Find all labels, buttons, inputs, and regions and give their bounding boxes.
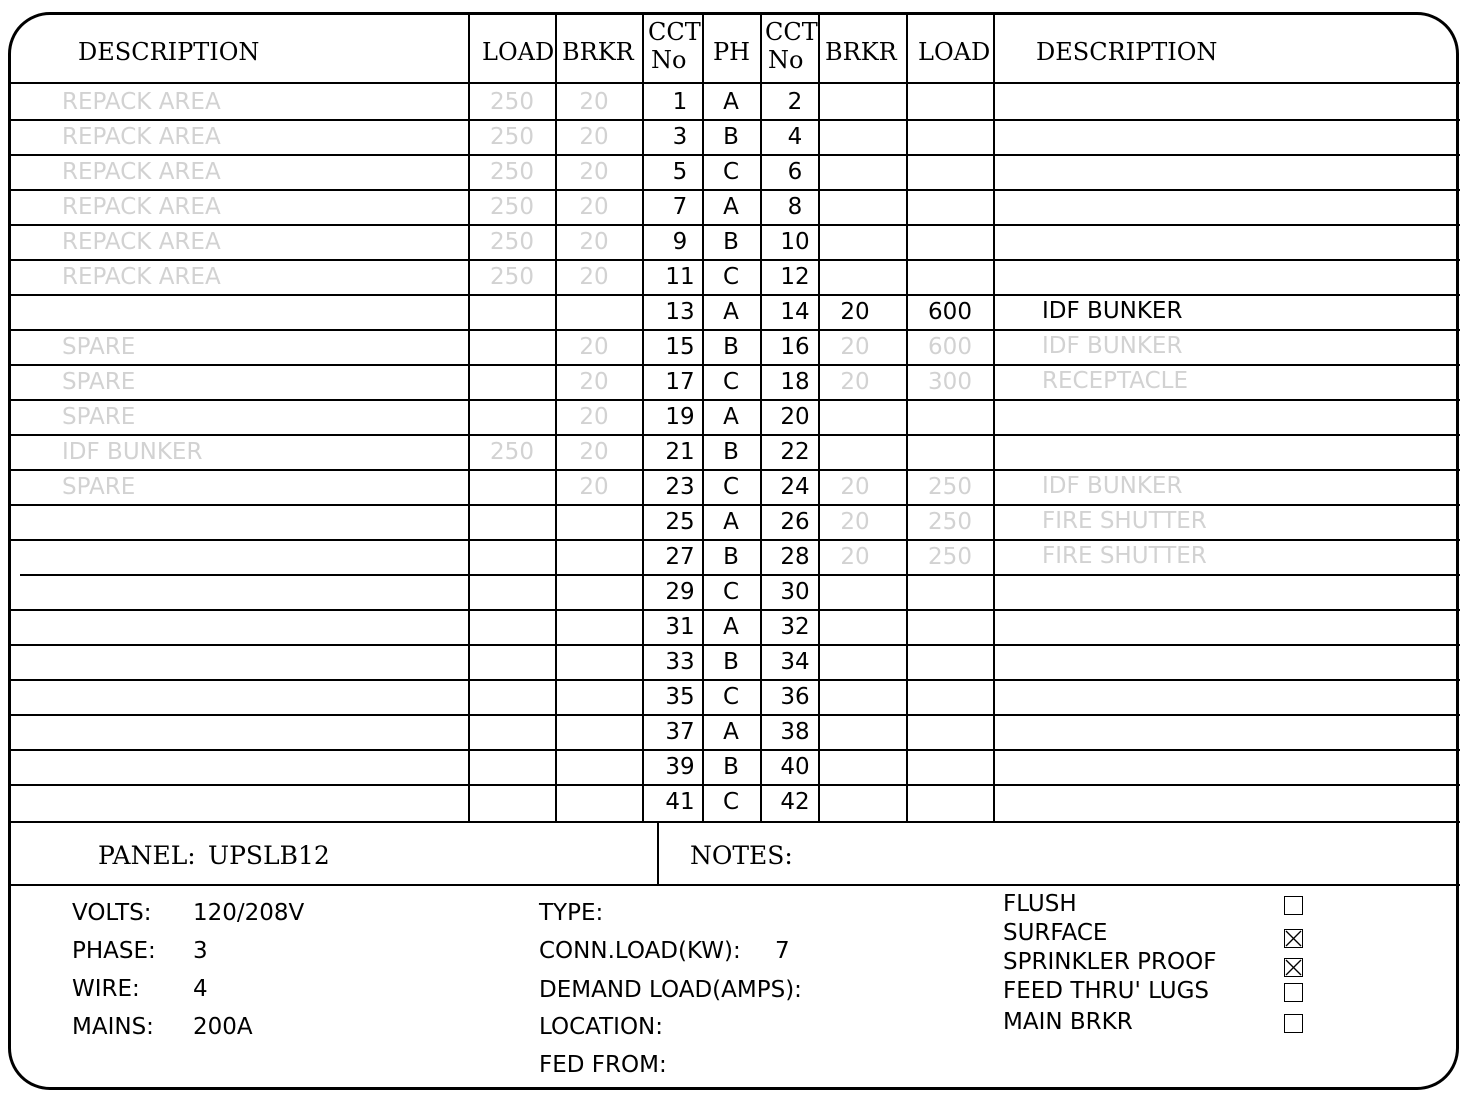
right-load-cell: 300	[928, 369, 972, 395]
right-circuit-number: 2	[787, 89, 803, 115]
left-breaker-cell: 20	[579, 229, 609, 255]
right-circuit-number: 18	[780, 369, 810, 395]
column-divider	[906, 14, 908, 821]
right-circuit-number: 14	[780, 299, 810, 325]
phase-cell: A	[723, 299, 739, 325]
right-circuit-number: 30	[780, 579, 810, 605]
row-divider	[20, 574, 1460, 576]
column-divider	[760, 14, 762, 821]
left-circuit-number: 1	[672, 89, 688, 115]
phase-cell: B	[723, 754, 739, 780]
left-breaker-cell: 20	[579, 439, 609, 465]
header-ph: PH	[713, 38, 751, 66]
spec-label: VOLTS:	[72, 900, 152, 926]
row-divider	[10, 504, 1460, 506]
right-circuit-number: 28	[780, 544, 810, 570]
phase-cell: C	[722, 474, 740, 500]
checked-box-icon[interactable]	[1284, 929, 1303, 948]
panel-label: PANEL:	[98, 841, 196, 870]
left-circuit-number: 7	[672, 194, 688, 220]
option-label: FEED THRU' LUGS	[1003, 978, 1210, 1004]
right-circuit-number: 10	[780, 229, 810, 255]
column-divider	[993, 14, 995, 821]
right-circuit-number: 8	[787, 194, 803, 220]
column-divider	[555, 14, 557, 821]
left-description-cell: REPACK AREA	[62, 159, 221, 185]
left-breaker-cell: 20	[579, 124, 609, 150]
phase-cell: C	[722, 369, 740, 395]
row-divider	[10, 294, 1460, 296]
left-circuit-number: 9	[672, 229, 688, 255]
right-circuit-number: 20	[780, 404, 810, 430]
right-load-cell: 600	[928, 334, 972, 360]
header-right-cct: CCT	[765, 18, 818, 46]
row-divider	[10, 469, 1460, 471]
right-description-cell: RECEPTACLE	[1042, 368, 1188, 394]
phase-cell: C	[722, 159, 740, 185]
header-right-no: No	[768, 46, 804, 74]
phase-cell: C	[722, 684, 740, 710]
left-circuit-number: 11	[665, 264, 695, 290]
unchecked-box-icon[interactable]	[1284, 983, 1303, 1002]
column-divider	[702, 14, 704, 821]
phase-cell: B	[723, 124, 739, 150]
row-divider	[10, 539, 1460, 541]
left-circuit-number: 21	[665, 439, 695, 465]
row-divider	[10, 399, 1460, 401]
header-right-load: LOAD	[918, 38, 991, 66]
left-load-cell: 250	[490, 194, 534, 220]
row-divider	[10, 434, 1460, 436]
phase-cell: B	[723, 229, 739, 255]
left-description-cell: SPARE	[62, 334, 136, 360]
phase-cell: A	[723, 509, 739, 535]
right-circuit-number: 38	[780, 719, 810, 745]
info-label: FED FROM:	[539, 1052, 667, 1078]
left-description-cell: SPARE	[62, 474, 136, 500]
left-load-cell: 250	[490, 124, 534, 150]
option-label: MAIN BRKR	[1003, 1009, 1133, 1035]
left-description-cell: REPACK AREA	[62, 229, 221, 255]
right-circuit-number: 34	[780, 649, 810, 675]
info-value: 7	[775, 938, 790, 964]
left-breaker-cell: 20	[579, 404, 609, 430]
right-circuit-number: 42	[780, 789, 810, 815]
left-circuit-number: 37	[665, 719, 695, 745]
left-circuit-number: 41	[665, 789, 695, 815]
header-right-description: DESCRIPTION	[1036, 38, 1218, 66]
header-divider	[10, 82, 1460, 84]
info-label: TYPE:	[539, 900, 604, 926]
spec-value: 4	[193, 976, 208, 1002]
header-left-no: No	[651, 46, 687, 74]
right-description-cell: IDF BUNKER	[1042, 298, 1183, 324]
phase-cell: B	[723, 544, 739, 570]
row-divider	[10, 784, 1460, 786]
right-description-cell: FIRE SHUTTER	[1042, 543, 1207, 569]
right-circuit-number: 26	[780, 509, 810, 535]
right-load-cell: 250	[928, 544, 972, 570]
left-breaker-cell: 20	[579, 369, 609, 395]
column-divider	[642, 14, 644, 821]
right-description-cell: IDF BUNKER	[1042, 333, 1183, 359]
right-load-cell: 250	[928, 509, 972, 535]
right-breaker-cell: 20	[840, 369, 870, 395]
left-circuit-number: 17	[665, 369, 695, 395]
notes-label: NOTES:	[690, 841, 793, 870]
row-divider	[10, 714, 1460, 716]
right-load-cell: 600	[928, 299, 972, 325]
right-circuit-number: 4	[787, 124, 803, 150]
row-divider	[10, 329, 1460, 331]
row-divider	[10, 364, 1460, 366]
left-breaker-cell: 20	[579, 334, 609, 360]
right-circuit-number: 24	[780, 474, 810, 500]
left-load-cell: 250	[490, 264, 534, 290]
right-description-cell: IDF BUNKER	[1042, 473, 1183, 499]
row-divider	[10, 259, 1460, 261]
header-left-cct: CCT	[648, 18, 701, 46]
right-breaker-cell: 20	[840, 299, 870, 325]
right-circuit-number: 40	[780, 754, 810, 780]
left-circuit-number: 39	[665, 754, 695, 780]
right-breaker-cell: 20	[840, 474, 870, 500]
left-circuit-number: 15	[665, 334, 695, 360]
spec-label: MAINS:	[72, 1014, 154, 1040]
right-description-cell: FIRE SHUTTER	[1042, 508, 1207, 534]
phase-cell: B	[723, 439, 739, 465]
phase-cell: B	[723, 649, 739, 675]
left-circuit-number: 13	[665, 299, 695, 325]
phase-cell: C	[722, 789, 740, 815]
left-load-cell: 250	[490, 229, 534, 255]
left-description-cell: REPACK AREA	[62, 194, 221, 220]
spec-label: WIRE:	[72, 976, 140, 1002]
right-load-cell: 250	[928, 474, 972, 500]
left-circuit-number: 33	[665, 649, 695, 675]
right-breaker-cell: 20	[840, 544, 870, 570]
unchecked-box-icon[interactable]	[1284, 896, 1303, 915]
info-label: CONN.LOAD(KW):	[539, 938, 741, 964]
row-divider	[10, 644, 1460, 646]
left-circuit-number: 29	[665, 579, 695, 605]
left-breaker-cell: 20	[579, 264, 609, 290]
phase-cell: C	[722, 579, 740, 605]
strip-bottom-divider	[10, 884, 1460, 886]
left-description-cell: SPARE	[62, 369, 136, 395]
column-divider	[468, 14, 470, 821]
info-label: LOCATION:	[539, 1014, 663, 1040]
row-divider	[10, 679, 1460, 681]
phase-cell: A	[723, 614, 739, 640]
panel-notes-divider	[657, 823, 659, 885]
right-circuit-number: 16	[780, 334, 810, 360]
header-left-description: DESCRIPTION	[78, 38, 260, 66]
left-load-cell: 250	[490, 159, 534, 185]
left-circuit-number: 25	[665, 509, 695, 535]
phase-cell: C	[722, 264, 740, 290]
left-description-cell: REPACK AREA	[62, 264, 221, 290]
right-breaker-cell: 20	[840, 509, 870, 535]
right-circuit-number: 22	[780, 439, 810, 465]
left-circuit-number: 35	[665, 684, 695, 710]
column-divider	[818, 14, 820, 821]
phase-cell: A	[723, 404, 739, 430]
phase-cell: A	[723, 719, 739, 745]
panel-name: UPSLB12	[208, 841, 330, 870]
header-left-brkr: BRKR	[562, 38, 634, 66]
left-breaker-cell: 20	[579, 89, 609, 115]
spec-label: PHASE:	[72, 938, 156, 964]
right-circuit-number: 36	[780, 684, 810, 710]
left-circuit-number: 27	[665, 544, 695, 570]
row-divider	[10, 224, 1460, 226]
phase-cell: A	[723, 89, 739, 115]
spec-value: 200A	[193, 1014, 253, 1040]
left-circuit-number: 19	[665, 404, 695, 430]
left-description-cell: IDF BUNKER	[62, 439, 203, 465]
checked-box-icon[interactable]	[1284, 958, 1303, 977]
header-right-brkr: BRKR	[825, 38, 897, 66]
row-divider	[10, 154, 1460, 156]
left-load-cell: 250	[490, 89, 534, 115]
left-circuit-number: 5	[672, 159, 688, 185]
left-breaker-cell: 20	[579, 159, 609, 185]
left-circuit-number: 23	[665, 474, 695, 500]
right-circuit-number: 12	[780, 264, 810, 290]
phase-cell: A	[723, 194, 739, 220]
left-description-cell: SPARE	[62, 404, 136, 430]
spec-value: 3	[193, 938, 208, 964]
right-circuit-number: 32	[780, 614, 810, 640]
row-divider	[10, 749, 1460, 751]
left-description-cell: REPACK AREA	[62, 124, 221, 150]
grid-bottom-divider	[10, 821, 1460, 823]
right-circuit-number: 6	[787, 159, 803, 185]
right-breaker-cell: 20	[840, 334, 870, 360]
left-load-cell: 250	[490, 439, 534, 465]
info-label: DEMAND LOAD(AMPS):	[539, 977, 802, 1003]
left-breaker-cell: 20	[579, 474, 609, 500]
option-label: SURFACE	[1003, 920, 1108, 946]
unchecked-box-icon[interactable]	[1284, 1014, 1303, 1033]
option-label: FLUSH	[1003, 891, 1077, 917]
row-divider	[10, 189, 1460, 191]
spec-value: 120/208V	[193, 900, 305, 926]
phase-cell: B	[723, 334, 739, 360]
header-left-load: LOAD	[482, 38, 555, 66]
left-circuit-number: 31	[665, 614, 695, 640]
option-label: SPRINKLER PROOF	[1003, 949, 1217, 975]
row-divider	[10, 609, 1460, 611]
left-circuit-number: 3	[672, 124, 688, 150]
left-breaker-cell: 20	[579, 194, 609, 220]
row-divider	[10, 119, 1460, 121]
left-description-cell: REPACK AREA	[62, 89, 221, 115]
